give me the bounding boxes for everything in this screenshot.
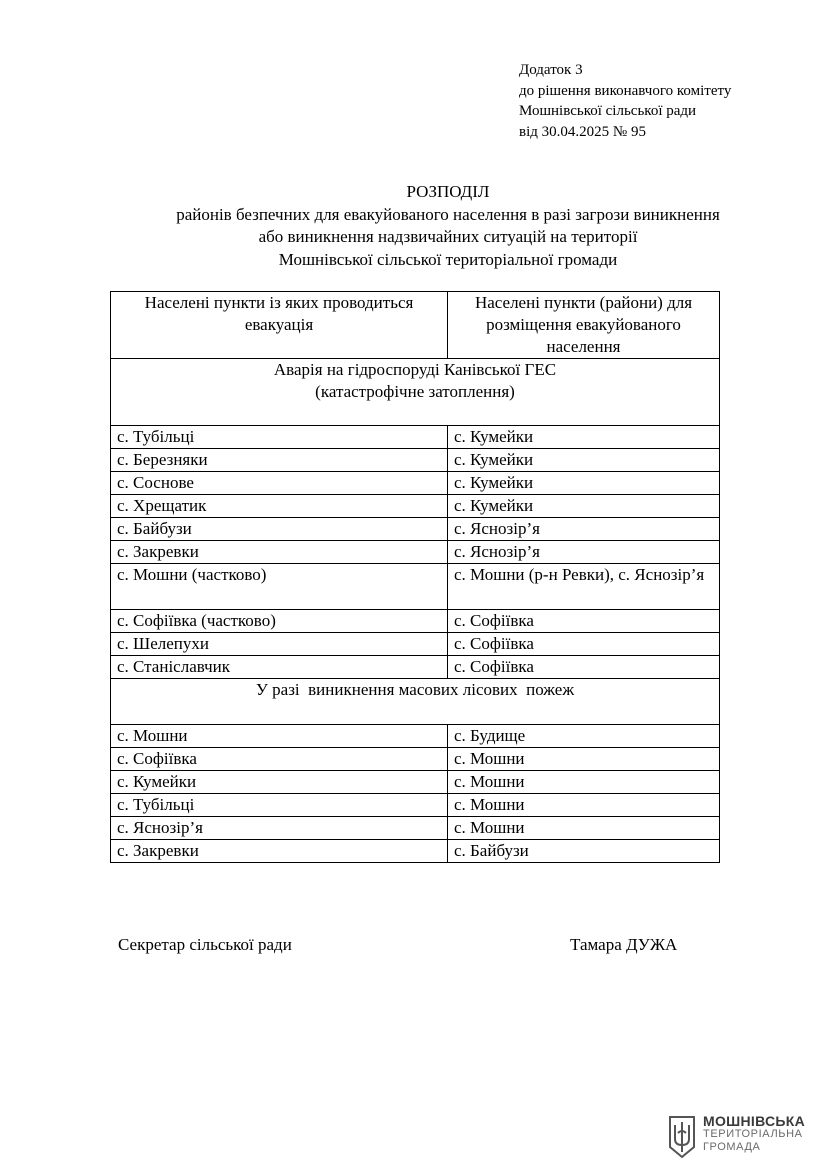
table-row	[111, 610, 720, 633]
cell-evacuated-from: с. Мошни	[111, 725, 448, 748]
cell-evacuated-from: с. Соснове	[111, 472, 448, 495]
cell-evacuated-from: с. Березняки	[111, 449, 448, 472]
cell-placement-area: с. Мошни (р-н Ревки), с. Яснозір’я	[448, 564, 720, 610]
trident-icon	[667, 1115, 697, 1159]
cell-evacuated-from: с. Станіславчик	[111, 656, 448, 679]
table-row	[111, 840, 720, 863]
cell-evacuated-from: с. Тубільці	[111, 794, 448, 817]
table-row	[111, 495, 720, 518]
cell-evacuated-from: с. Закревки	[111, 840, 448, 863]
signature-name: Тамара ДУЖА	[570, 935, 678, 954]
cell-evacuated-from: с. Шелепухи	[111, 633, 448, 656]
cell-placement-area: с. Софіївка	[448, 610, 720, 633]
table-row	[111, 771, 720, 794]
cell-placement-area: с. Кумейки	[448, 472, 720, 495]
cell-evacuated-from: с. Тубільці	[111, 426, 448, 449]
table-row	[111, 748, 720, 771]
section-row	[111, 359, 720, 426]
cell-evacuated-from: с. Софіївка	[111, 748, 448, 771]
cell-placement-area: с. Мошни	[448, 817, 720, 840]
cell-placement-area: с. Яснозір’я	[448, 541, 720, 564]
table-row	[111, 541, 720, 564]
table-row	[111, 472, 720, 495]
table-header-row	[111, 292, 720, 359]
document-title	[35, 181, 826, 271]
cell-placement-area: с. Кумейки	[448, 426, 720, 449]
section-title-flood	[111, 359, 720, 426]
annex-council: Мошнівської сільської ради	[519, 103, 697, 119]
cell-evacuated-from: с. Байбузи	[111, 518, 448, 541]
cell-evacuated-from: с. Яснозір’я	[111, 817, 448, 840]
cell-evacuated-from: с. Закревки	[111, 541, 448, 564]
cell-placement-area: с. Мошни	[448, 748, 720, 771]
section-row	[111, 679, 720, 725]
title-line-2: або виникнення надзвичайних ситуацій на території	[258, 227, 638, 246]
cell-placement-area: с. Софіївка	[448, 656, 720, 679]
title-line-3: Мошнівської сільської територіальної громади	[278, 249, 618, 269]
cell-placement-area: с. Софіївка	[448, 633, 720, 656]
cell-placement-area: с. Мошни	[448, 771, 720, 794]
community-logo	[667, 1115, 817, 1161]
table-row	[111, 449, 720, 472]
section-title-fires: У разі виникнення масових лісових пожеж	[111, 679, 720, 725]
title-heading: РОЗПОДІЛ	[406, 182, 490, 201]
cell-evacuated-from: с. Софіївка (частково)	[111, 610, 448, 633]
section-title-flood-line-1: Аварія на гідроспоруді Канівської ГЕС	[273, 360, 557, 379]
header-evacuated-from: Населені пункти із яких проводиться евакуація	[111, 292, 448, 359]
logo-text	[703, 1115, 805, 1154]
header-placement-areas: Населені пункти (райони) для розміщення евакуйованого населення	[448, 292, 720, 359]
table-row	[111, 518, 720, 541]
table-row	[111, 817, 720, 840]
title-line-1: районів безпечних для евакуйованого населення в разі загрози виникнення	[176, 204, 720, 224]
logo-line-3: ГРОМАДА	[703, 1141, 761, 1153]
annex-date: від 30.04.2025 № 95	[519, 123, 646, 140]
annex-decision: до рішення виконавчого комітету	[519, 82, 732, 99]
logo-line-1: МОШНІВСЬКА	[703, 1113, 806, 1129]
table-row	[111, 725, 720, 748]
cell-placement-area: с. Будище	[448, 725, 720, 748]
cell-evacuated-from: с. Мошни (частково)	[111, 564, 448, 610]
section-title-flood-line-2: (катастрофічне затоплення)	[315, 382, 515, 401]
cell-placement-area: с. Байбузи	[448, 840, 720, 863]
annex-number: Додаток 3	[519, 62, 583, 78]
cell-placement-area: с. Кумейки	[448, 495, 720, 518]
signature-position: Секретар сільської ради	[118, 935, 292, 954]
table-row	[111, 633, 720, 656]
cell-placement-area: с. Яснозір’я	[448, 518, 720, 541]
table-row	[111, 426, 720, 449]
cell-evacuated-from: с. Хрещатик	[111, 495, 448, 518]
cell-evacuated-from: с. Кумейки	[111, 771, 448, 794]
table-row	[111, 656, 720, 679]
table-row	[111, 564, 720, 610]
table-row	[111, 794, 720, 817]
cell-placement-area: с. Кумейки	[448, 449, 720, 472]
annex-block	[519, 60, 731, 142]
distribution-table	[110, 291, 720, 863]
cell-placement-area: с. Мошни	[448, 794, 720, 817]
logo-line-2: ТЕРИТОРІАЛЬНА	[703, 1128, 803, 1140]
